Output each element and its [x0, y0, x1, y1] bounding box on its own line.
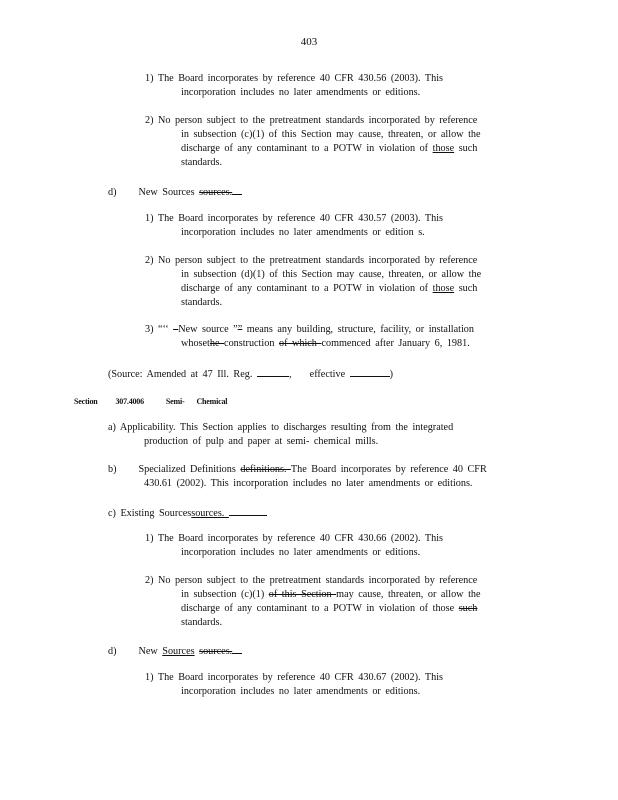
subsection-c-heading: c) Existing Sourcessources. — [108, 505, 267, 521]
source-note: (Source: Amended at 47 Ill. Reg. , effective ) — [108, 366, 393, 382]
subsection-a: a) Applicability. This Section applies to discharges resulting from the integrated production of pulp and paper at semi- chemical mills. — [108, 422, 454, 447]
page-number: 403 — [300, 36, 318, 48]
subsection-d-heading-b: d) New Sources sources. — [108, 643, 242, 659]
section-heading: Section 307.4006 Semi- Chemical — [74, 397, 228, 406]
paragraph-c2: 2) No person subject to the pretreatment standards incorporated by reference in subsection (c)(1) of this Section may cause, threaten, or allow the discharge of any contaminant to a POTW in violation of those such standards. — [145, 115, 481, 168]
paragraph-d2: 2) No person subject to the pretreatment standards incorporated by reference in subsection (d)(1) of this Section may cause, threaten, or allow the discharge of any contaminant to a POTW in violation of those such standards. — [145, 255, 482, 308]
paragraph-d1-b: 1) The Board incorporates by reference 40 CFR 430.67 (2002). This incorporation includes no later amendments or editions. — [145, 672, 444, 697]
paragraph-c1: 1) The Board incorporates by reference 40 CFR 430.56 (2003). This incorporation includes no later amendments or editions. — [145, 73, 444, 98]
subsection-b: b) Specialized Definitions definitions. The Board incorporates by reference 40 CFR 430.61 (2002). This incorporation includes no later amendments or editions. — [108, 464, 487, 489]
paragraph-c2-b: 2) No person subject to the pretreatment standards incorporated by reference in subsection (c)(1) of this Section may cause, threaten, or allow the discharge of any contaminant to a POTW in violation of those such standards. — [145, 575, 481, 628]
paragraph-d1: 1) The Board incorporates by reference 40 CFR 430.57 (2003). This incorporation includes no later amendments or edition s. — [145, 213, 444, 238]
paragraph-c1-b: 1) The Board incorporates by reference 40 CFR 430.66 (2002). This incorporation includes no later amendments or editions. — [145, 533, 444, 558]
paragraph-d3: 3) “‘‘ –New source ”” means any building, structure, facility, or installation whosethe construction of which commenced after January 6, 1981. — [145, 324, 474, 349]
subsection-d-heading: d) New Sources sources. — [108, 184, 242, 200]
